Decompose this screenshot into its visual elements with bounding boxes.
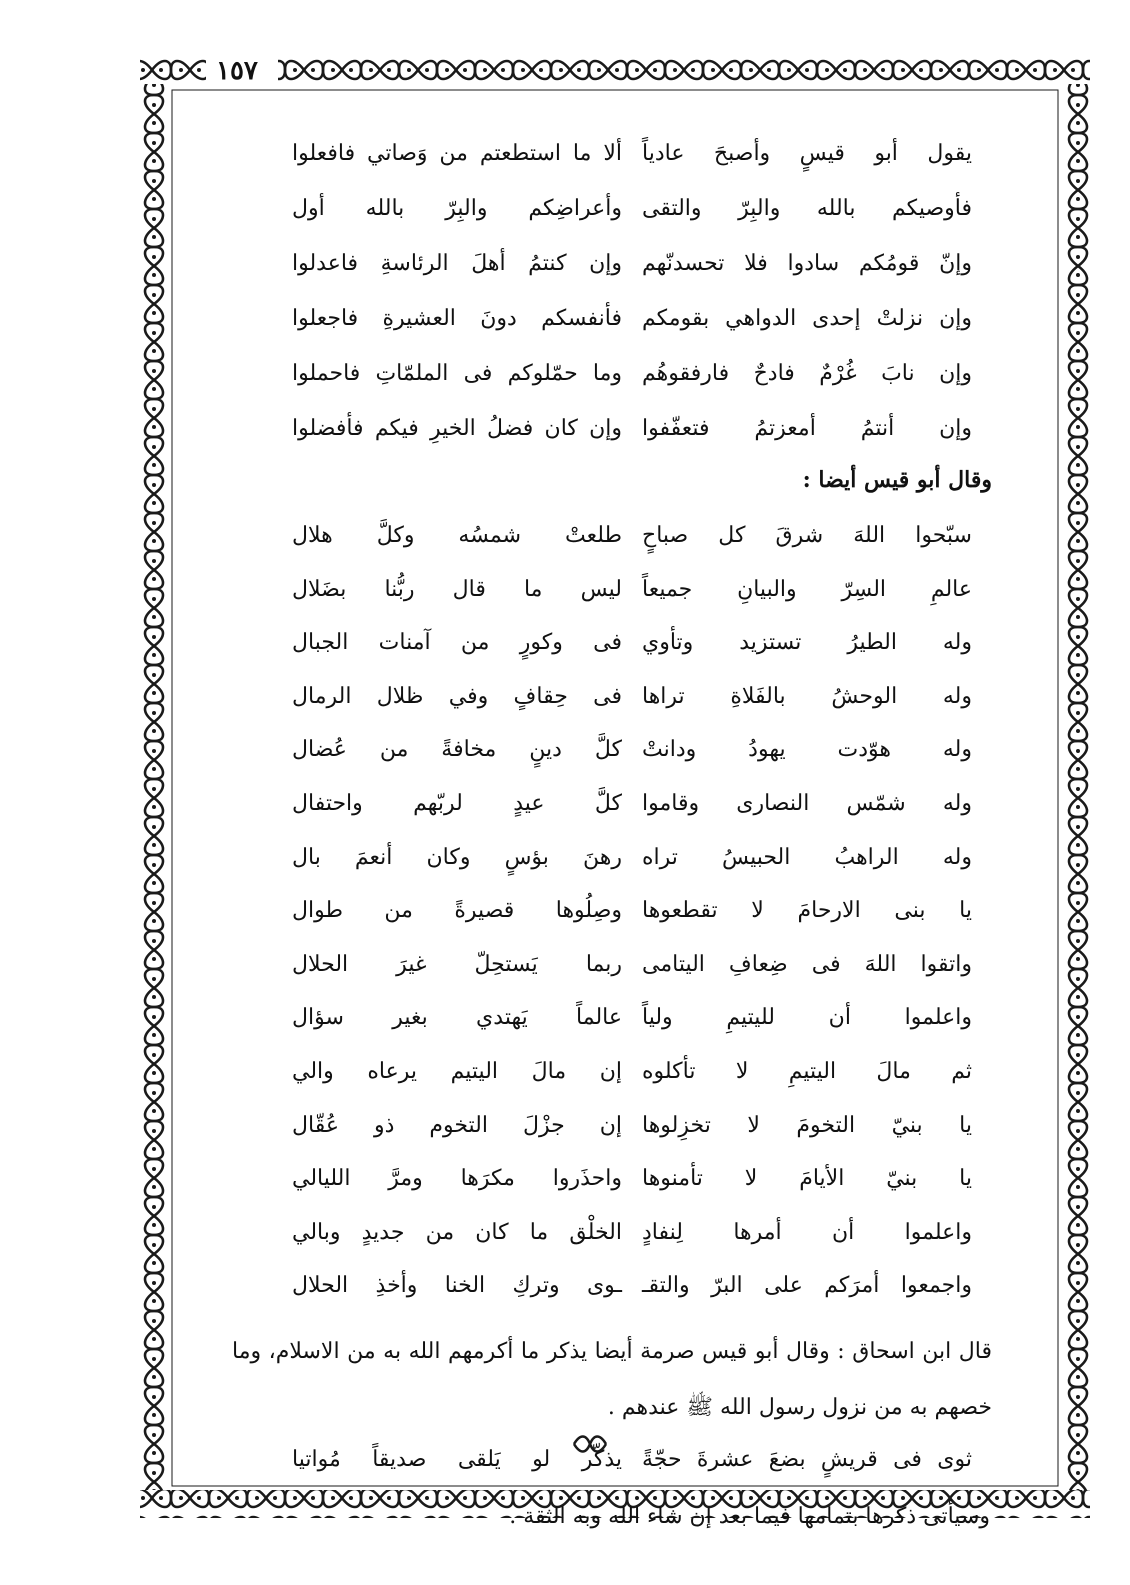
verse1-line: [222, 130, 1002, 185]
page-body: [222, 130, 1002, 1543]
hemistich-second: كلَّ عيدٍ لربّهم واحتفال: [292, 790, 622, 816]
hemistich-first: يقول أبو قيسٍ وأصبحَ عادياً: [642, 141, 972, 166]
hemistich-first: واجمعوا أمرَكم على البرّ والتقـ: [642, 1273, 972, 1299]
hemistich-first: يا بنى الارحامَ لا تقطعوها: [642, 898, 972, 924]
verse2-line: [222, 566, 1002, 620]
verse2-line: [222, 1048, 1002, 1102]
page-number: ١٥٧: [216, 56, 258, 86]
hemistich-second: ـوى وتركِ الخنا وأخذِ الحلال: [292, 1273, 622, 1299]
hemistich-second: الخلْق ما كان من جديدٍ وبالي: [292, 1219, 622, 1245]
verse2-line: [222, 1155, 1002, 1209]
hemistich-first: وله هوّدت يهودُ ودانتْ: [642, 737, 972, 763]
verse1-line: [222, 240, 1002, 295]
border-top-right: [278, 56, 1090, 84]
section-heading: وقال أبو قيس أيضا :: [802, 467, 992, 493]
verse2-line: [222, 834, 1002, 888]
verse2-line: [222, 1262, 1002, 1316]
final-line: وسيأتى ذكرها بتمامها فيما بعد إن شاء الله وبه الثقة .: [509, 1503, 990, 1529]
hemistich-first: واعلموا أن أمرها لِنفادٍ: [642, 1219, 972, 1245]
hemistich-second: وما حمّلوكم فى الملمّاتِ فاحملوا: [292, 361, 622, 386]
hemistich-second: رهنَ بؤسٍ وكان أنعمَ بال: [292, 844, 622, 870]
verse2-line: [222, 512, 1002, 566]
verse2-line: [222, 673, 1002, 727]
border-right: [1062, 84, 1090, 1490]
hemistich-first: وله الوحشُ بالفَلاةِ تراها: [642, 683, 972, 709]
hemistich-second: إن جزْلَ التخوم ذو عُقّال: [292, 1112, 622, 1138]
hemistich-second: عالماً يَهتدي بغير سؤال: [292, 1005, 622, 1031]
hemistich-first: ثم مالَ اليتيمِ لا تأكلوه: [642, 1058, 972, 1084]
verse2-line: [222, 780, 1002, 834]
hemistich-second: فى وكورٍ من آمنات الجبال: [292, 630, 622, 656]
hemistich-second: وأعراضِكم والبِرّ بالله أول: [292, 196, 622, 221]
hemistich-first: عالمِ السِرّ والبيانِ جميعاً: [642, 576, 972, 602]
end-ornament-icon: [572, 1432, 608, 1456]
hemistich-second: طلعتْ شمسُه وكلَّ هلال: [292, 523, 622, 548]
hemistich-second: فى حِقافٍ وفي ظلال الرمال: [292, 683, 622, 709]
hemistich-first: يا بنيّ الأيامَ لا تأمنوها: [642, 1166, 972, 1192]
hemistich-first: واعلموا أن لليتيمِ ولياً: [642, 1005, 972, 1031]
verse2-line: [222, 726, 1002, 780]
hemistich-second: وصِلُوها قصيرةً من طوال: [292, 898, 622, 924]
verse2-line: [222, 1209, 1002, 1263]
hemistich-second: وإن كان فضلُ الخيرِ فيكم فأفضلوا: [292, 416, 622, 441]
border-left: [140, 84, 168, 1490]
hemistich-second: كلَّ دينٍ مخافةً من عُضال: [292, 737, 622, 763]
verse1-line: [222, 295, 1002, 350]
hemistich-second: ربما يَستحِلّ غيرَ الحلال: [292, 951, 622, 977]
verse1-line: [222, 405, 1002, 460]
hemistich-second: واحذَروا مكرَها ومرَّ الليالي: [292, 1166, 622, 1192]
hemistich-first: وله الراهبُ الحبيسُ تراه: [642, 844, 972, 870]
verse2-line: [222, 994, 1002, 1048]
hemistich-first: وإن أنتمُ أمعزتمُ فتعفّفوا: [642, 416, 972, 441]
closing-verse: [222, 1436, 1002, 1491]
prose-paragraph: قال ابن اسحاق : وقال أبو قيس صرمة أيضا يذكر ما أكرمهم الله به من الاسلام، وما خصهم به من نزول رسول الله ﷺ عندهم .: [232, 1338, 992, 1420]
hemistich-first: يا بنيّ التخومَ لا تخزِلوها: [642, 1112, 972, 1138]
hemistich-first: وإن نزلتْ إحدى الدواهي بقومكم: [642, 306, 972, 331]
verse1-line: [222, 350, 1002, 405]
hemistich-first: وله الطيرُ تستزيد وتأوي: [642, 630, 972, 656]
hemistich-first: ثوى فى قريشٍ بضعَ عشرةَ حجّةً: [642, 1446, 972, 1472]
hemistich-first: وإن نابَ غُرْمٌ فادحٌ فارفقوهُم: [642, 361, 972, 386]
hemistich-second: وإن كنتمُ أهلَ الرئاسةِ فاعدلوا: [292, 251, 622, 276]
verse2-line: [222, 1102, 1002, 1156]
hemistich-first: وإنّ قومُكم سادوا فلا تحسدنّهم: [642, 251, 972, 276]
hemistich-first: وله شمّس النصارى وقاموا: [642, 790, 972, 816]
hemistich-first: واتقوا اللهَ فى ضِعافِ اليتامى: [642, 951, 972, 977]
hemistich-first: فأوصيكم بالله والبِرّ والتقى: [642, 196, 972, 221]
verse2-line: [222, 941, 1002, 995]
verse1-line: [222, 185, 1002, 240]
hemistich-second: إن مالَ اليتيم يرعاه والي: [292, 1058, 622, 1084]
hemistich-first: سبّحوا اللهَ شرقَ كل صباحٍ: [642, 523, 972, 548]
verse2-line: [222, 887, 1002, 941]
hemistich-second: ليس ما قال ربُّنا بضَلال: [292, 576, 622, 602]
hemistich-second: فأنفسكم دونَ العشيرةِ فاجعلوا: [292, 306, 622, 331]
hemistich-second: يذكّر لو يَلقى صديقاً مُواتيا: [292, 1446, 622, 1472]
hemistich-second: ألا ما استطعتم من وَصاتي فافعلوا: [292, 141, 622, 166]
border-top-left: [140, 56, 206, 84]
verse2-line: [222, 619, 1002, 673]
